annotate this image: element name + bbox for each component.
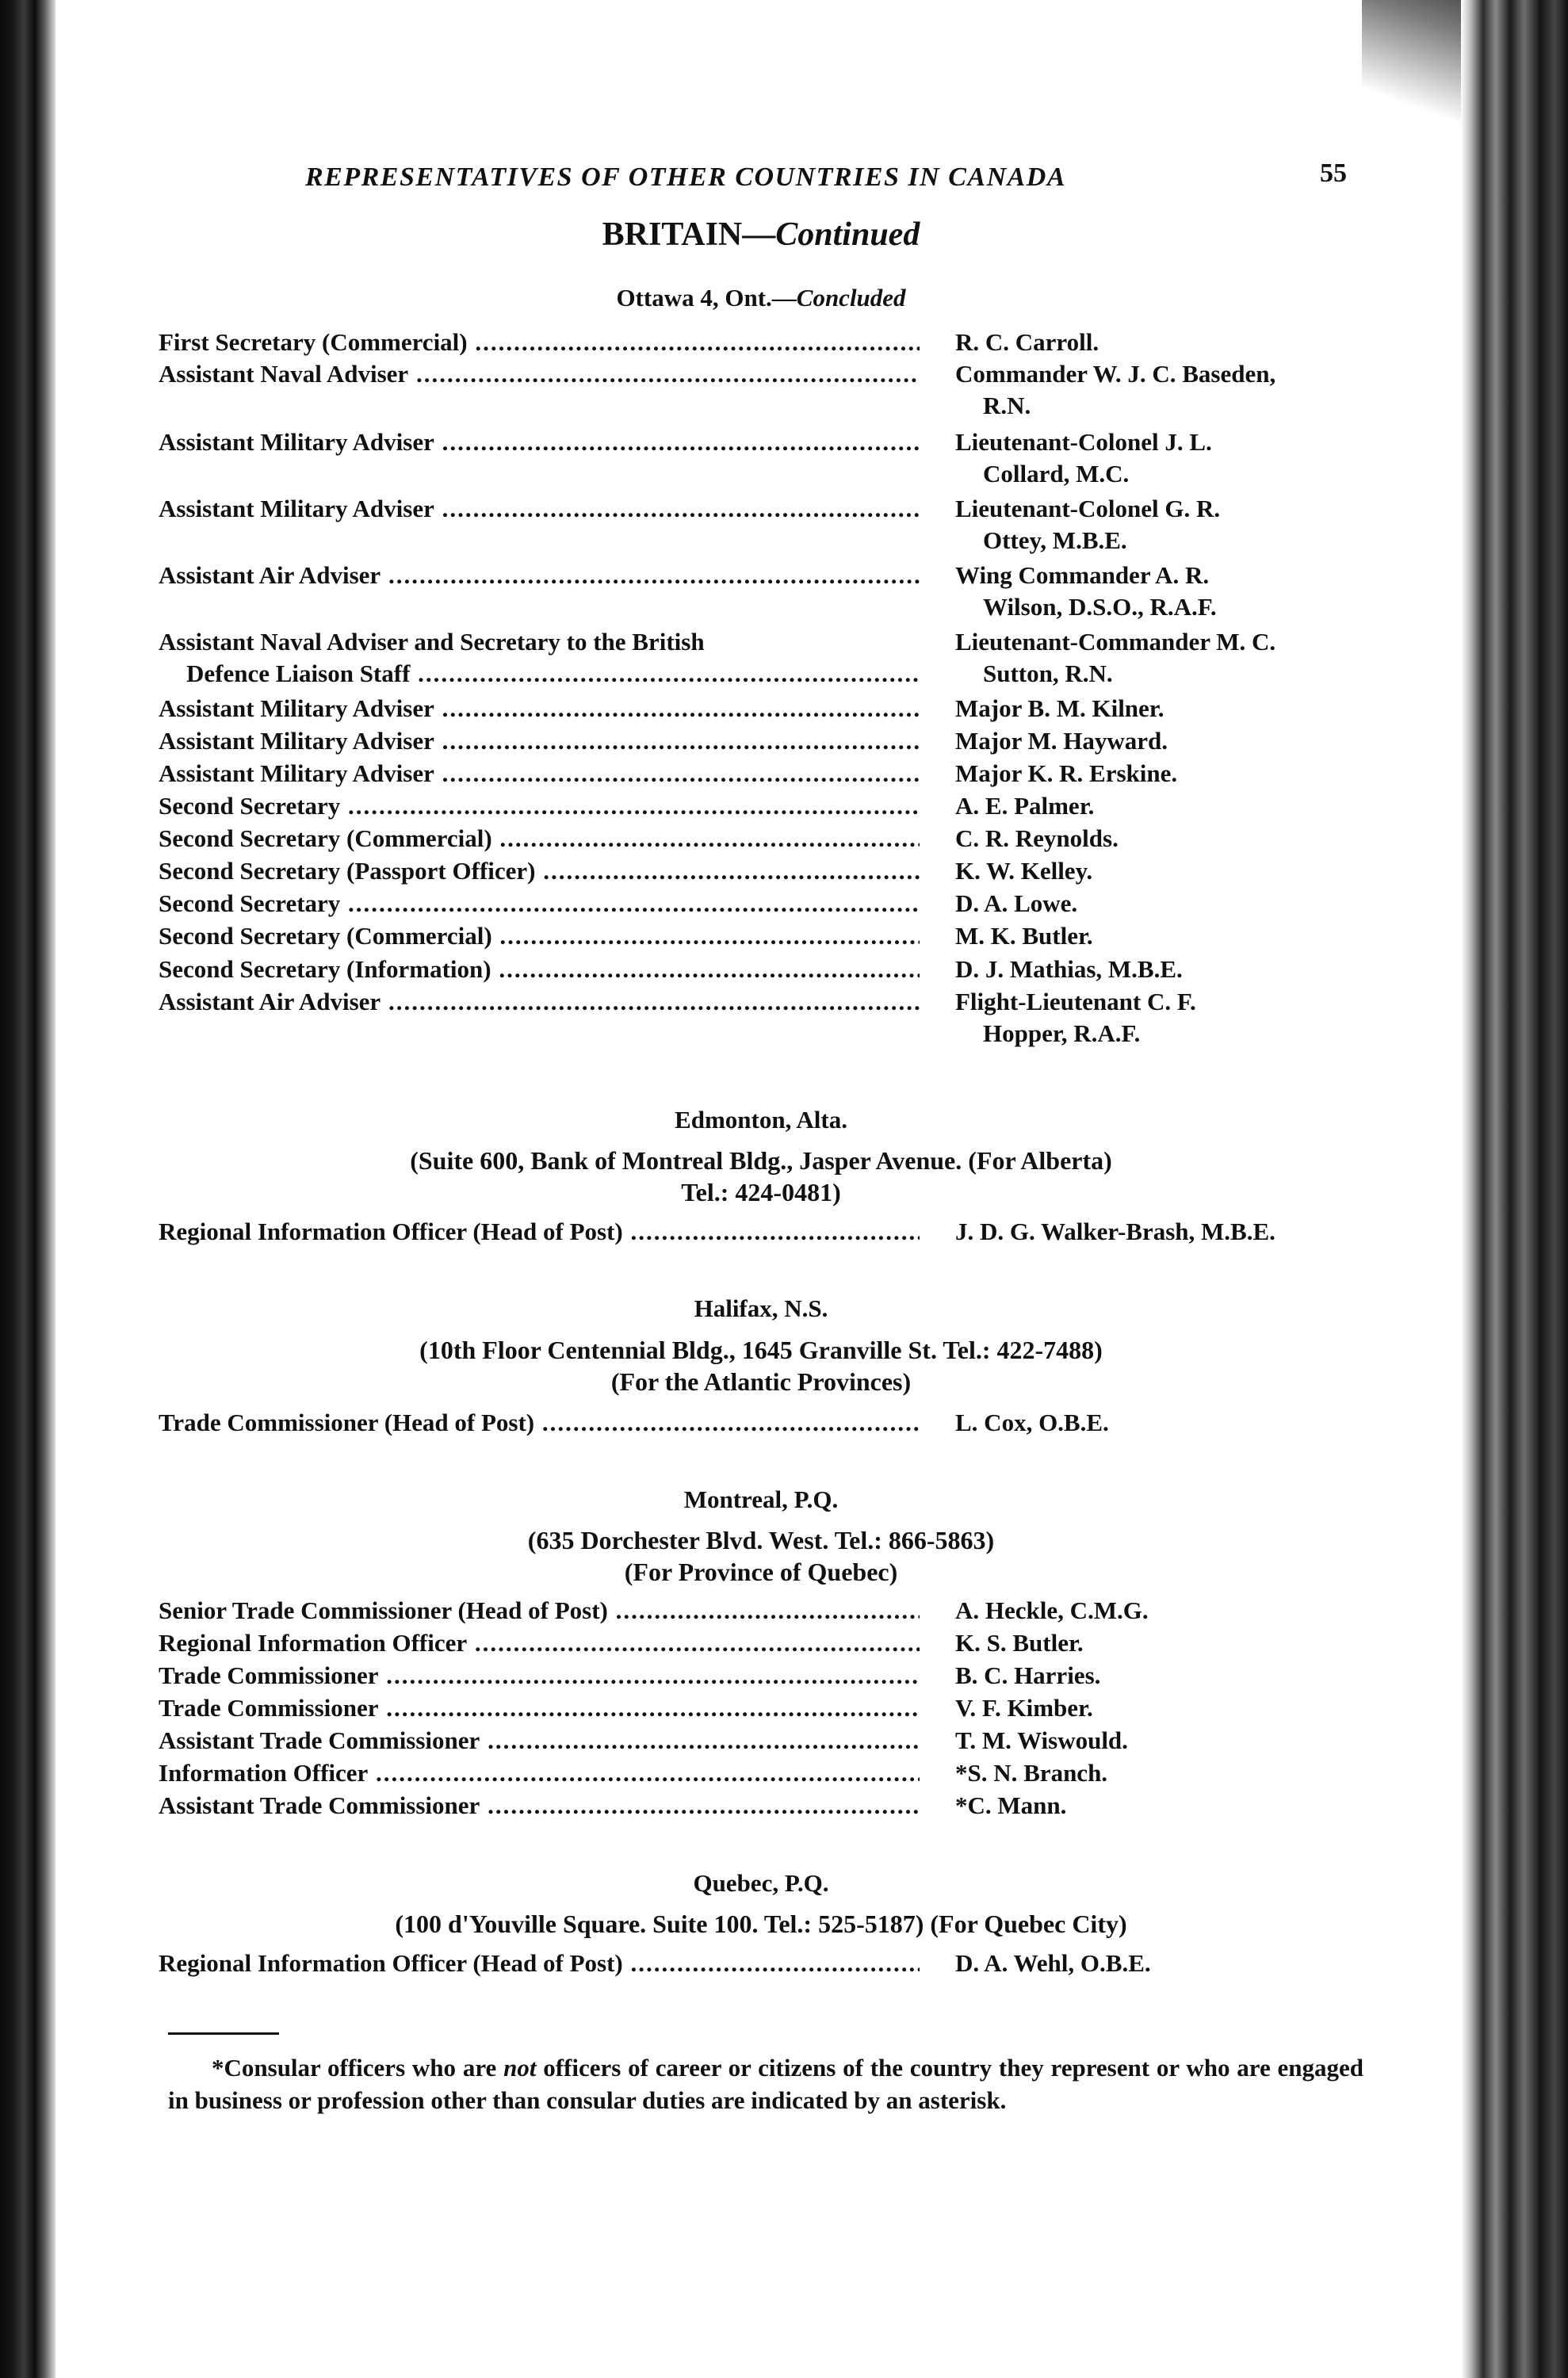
entry-name-continued: Collard, M.C.: [983, 460, 1130, 487]
entry-name: Lieutenant-Colonel G. R.: [955, 495, 1221, 522]
running-head: REPRESENTATIVES OF OTHER COUNTRIES IN CANADA: [305, 162, 1067, 192]
entry-title: Regional Information Officer (Head of Post) .....: [159, 1216, 920, 1248]
entry-title: Trade Commissioner .....: [159, 1692, 920, 1724]
scan-border-left: [0, 0, 55, 2378]
entry-name: K. W. Kelley.: [955, 857, 1093, 885]
entry-title: Second Secretary (Passport Officer) .....: [159, 855, 920, 887]
entry-title: Trade Commissioner .....: [159, 1660, 920, 1692]
footnote-emphasis: not: [503, 2054, 537, 2082]
entry-title: Assistant Trade Commissioner .....: [159, 1790, 920, 1822]
entry-name-continued: Sutton, R.N.: [983, 659, 1113, 687]
entry-name-continued: R.N.: [983, 392, 1031, 419]
entry-title: Assistant Military Adviser .....: [159, 493, 920, 525]
city-heading-edmonton: Edmonton, Alta.: [675, 1106, 847, 1134]
footnote-text: *Consular officers who are: [212, 2054, 504, 2082]
entry-title: Second Secretary .....: [159, 888, 920, 919]
address-line: (10th Floor Centennial Bldg., 1645 Granville St. Tel.: 422-7488): [419, 1336, 1103, 1364]
entry-title: Regional Information Officer (Head of Post) .....: [159, 1948, 920, 1979]
page-number: 55: [1320, 159, 1347, 188]
entry-name: T. M. Wiswould.: [955, 1726, 1128, 1754]
entry-title: Second Secretary (Commercial) .....: [159, 823, 920, 854]
city-concluded: Concluded: [796, 284, 906, 312]
document-page: [159, 151, 1363, 2338]
entry-name: V. F. Kimber.: [955, 1694, 1093, 1722]
entry-title: Assistant Naval Adviser .....: [159, 358, 920, 390]
footnote-text-continued: officers of career or citizens of the country they represent or who are engaged in business or profession other than consular duties are indicated by an asterisk.: [168, 2054, 1363, 2114]
country-continued: Continued: [775, 216, 920, 253]
entry-name: J. D. G. Walker-Brash, M.B.E.: [955, 1218, 1275, 1245]
entry-name: Lieutenant-Commander M. C.: [955, 628, 1276, 656]
entry-title: Assistant Military Adviser .....: [159, 426, 920, 458]
city-heading-quebec: Quebec, P.Q.: [693, 1869, 829, 1897]
address-line: Tel.: 424-0481): [681, 1178, 841, 1206]
address-line: (635 Dorchester Blvd. West. Tel.: 866-5863): [527, 1526, 995, 1554]
entry-title-continued: Defence Liaison Staff .....: [186, 658, 920, 690]
footnote: [168, 2051, 1363, 2116]
entry-name-continued: Ottey, M.B.E.: [983, 526, 1127, 554]
entry-name: D. A. Lowe.: [955, 889, 1078, 917]
entry-name: M. K. Butler.: [955, 922, 1093, 950]
entry-name: Major B. M. Kilner.: [955, 694, 1165, 722]
city-name: Ottawa 4, Ont.—: [616, 284, 797, 312]
entry-title: Senior Trade Commissioner (Head of Post) .....: [159, 1595, 920, 1627]
entry-title: Assistant Trade Commissioner .....: [159, 1725, 920, 1757]
entry-title: Second Secretary .....: [159, 790, 920, 822]
entry-name: Wing Commander A. R.: [955, 561, 1210, 589]
entry-name: D. J. Mathias, M.B.E.: [955, 955, 1183, 983]
city-heading-montreal: Montreal, P.Q.: [683, 1485, 839, 1513]
entry-title: Information Officer .....: [159, 1757, 920, 1789]
entry-title: Assistant Military Adviser .....: [159, 693, 920, 724]
entry-name: D. A. Wehl, O.B.E.: [955, 1949, 1151, 1977]
entry-title: Assistant Naval Adviser and Secretary to the British: [159, 628, 705, 656]
entry-name: B. C. Harries.: [955, 1661, 1101, 1689]
entry-title: Regional Information Officer .....: [159, 1627, 920, 1659]
entry-title: Trade Commissioner (Head of Post) .....: [159, 1407, 920, 1439]
city-heading-halifax: Halifax, N.S.: [694, 1294, 828, 1322]
entry-name: R. C. Carroll.: [955, 328, 1100, 356]
entry-title: Second Secretary (Commercial) .....: [159, 920, 920, 952]
address-line: (Suite 600, Bank of Montreal Bldg., Jasper Avenue. (For Alberta): [410, 1146, 1112, 1175]
address-line: (100 d'Youville Square. Suite 100. Tel.: 525-5187) (For Quebec City): [395, 1910, 1127, 1938]
entry-name: A. Heckle, C.M.G.: [955, 1596, 1149, 1624]
entry-title: Assistant Air Adviser .....: [159, 986, 920, 1018]
country-name: BRITAIN—: [602, 216, 776, 253]
entry-title: Assistant Air Adviser .....: [159, 560, 920, 591]
entry-name: Major K. R. Erskine.: [955, 759, 1178, 787]
entry-title: Assistant Military Adviser .....: [159, 758, 920, 789]
entry-name-continued: Wilson, D.S.O., R.A.F.: [983, 593, 1217, 621]
entry-name: K. S. Butler.: [955, 1629, 1084, 1657]
entry-name: *S. N. Branch.: [955, 1759, 1108, 1787]
entry-name: Major M. Hayward.: [955, 727, 1168, 755]
entry-title: Assistant Military Adviser .....: [159, 725, 920, 757]
entry-name: *C. Mann.: [955, 1791, 1067, 1819]
address-line: (For Province of Quebec): [624, 1558, 898, 1586]
scan-border-right: [1461, 0, 1568, 2378]
entry-name: Lieutenant-Colonel J. L.: [955, 428, 1212, 456]
entry-name: Commander W. J. C. Baseden,: [955, 360, 1276, 388]
country-heading: [159, 216, 1363, 254]
city-heading-ottawa: [159, 284, 1363, 312]
entry-name-continued: Hopper, R.A.F.: [983, 1019, 1141, 1047]
entry-title: Second Secretary (Information) .....: [159, 954, 920, 985]
entry-name: L. Cox, O.B.E.: [955, 1409, 1109, 1436]
entry-name: Flight-Lieutenant C. F.: [955, 988, 1196, 1015]
address-line: (For the Atlantic Provinces): [610, 1367, 912, 1396]
entry-name: C. R. Reynolds.: [955, 824, 1119, 852]
entry-title: First Secretary (Commercial) .....: [159, 327, 920, 358]
entry-name: A. E. Palmer.: [955, 792, 1095, 820]
footnote-rule: [168, 2032, 279, 2035]
